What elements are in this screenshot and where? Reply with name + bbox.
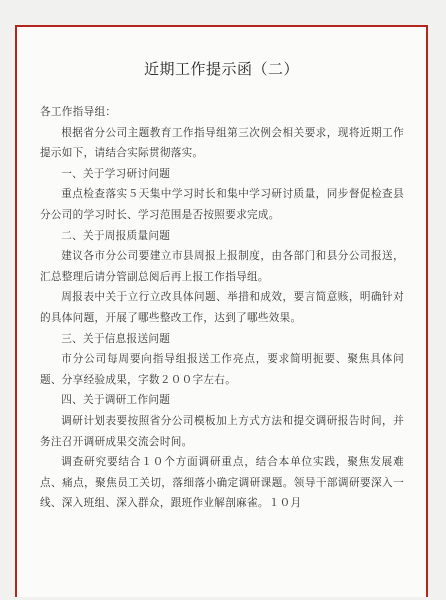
paragraph-research-plan: 调研计划表要按照省分公司模板加上方式方法和提交调研报告时间，并务注召开调研成果交流会时间。 bbox=[40, 414, 404, 448]
section-heading-1: 一、关于学习研讨问题 bbox=[61, 167, 171, 180]
section-heading-3: 三、关于信息报送问题 bbox=[61, 332, 171, 345]
paragraph-weekly-report: 建议各市分公司要建立市县周报上报制度，由各部门和县分公司报送，汇总整理后请分管副总阅后再上报工作指导组。 bbox=[40, 250, 404, 283]
document-body bbox=[40, 102, 404, 514]
section-heading-4: 四、关于调研工作问题 bbox=[61, 394, 171, 407]
paragraph-intro: 根据省分公司主题教育工作指导组第三次例会相关要求，现将近期工作提示如下，请结合实际贯彻落实。 bbox=[40, 126, 404, 160]
document-page bbox=[15, 25, 428, 597]
section-heading-2: 二、关于周报质量问题 bbox=[61, 229, 171, 242]
document-title: 近期工作提示函（二） bbox=[143, 60, 299, 78]
salutation: 各工作指导组： bbox=[40, 106, 117, 118]
paragraph-info: 市分公司每周要向指导组报送工作亮点，要求简明扼要、聚焦具体问题、分享经验成果，字数２００字左右。 bbox=[40, 353, 404, 386]
paragraph-weekly-table: 周报表中关于立行立改具体问题、举措和成效，要言简意赅，明确针对的具体问题，开展了哪些整改工作，达到了哪些效果。 bbox=[40, 291, 404, 324]
paragraph-research-focus: 调查研究要结合１０个方面调研重点，结合本单位实践，聚焦发展难点、痛点，聚焦员工关切，落细落小确定调研课题。领导干部调研要深入一线、深入班组、深入群众，跟班作业解剖麻雀。１０月 bbox=[40, 456, 404, 510]
paragraph-study: 重点检查落实５天集中学习时长和集中学习研讨质量，同步督促检查县分公司的学习时长、学习范围是否按照要求完成。 bbox=[40, 188, 404, 221]
